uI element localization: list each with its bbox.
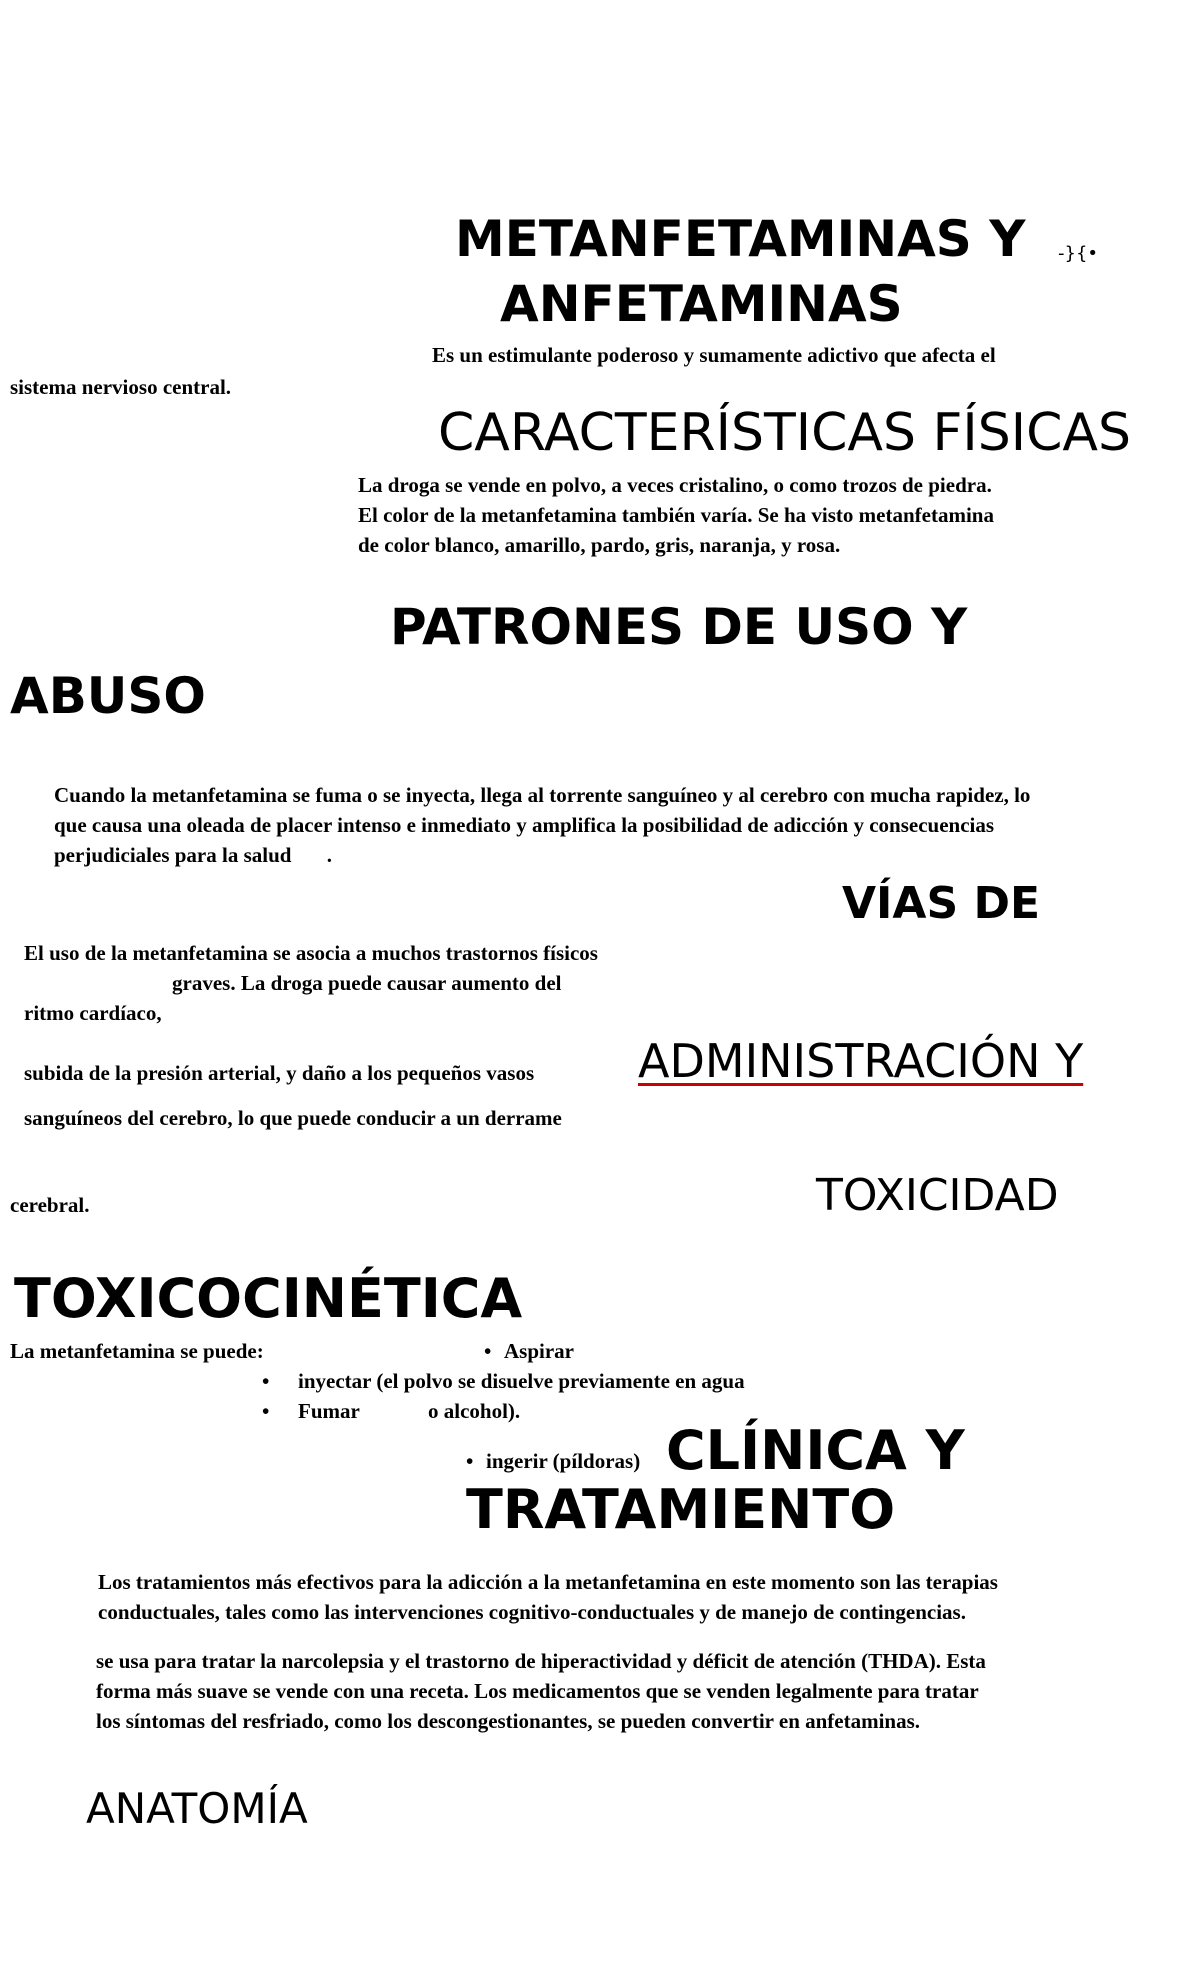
bullet-item-fumar [262, 1396, 360, 1426]
trastornos-line2: graves. La droga puede causar aumento del [172, 971, 562, 995]
bullet-item-ingerir [466, 1446, 640, 1476]
patrones-line: que causa una oleada de placer intenso e inmediato y amplifica la posibilidad de adicción y consecuencias [54, 813, 995, 837]
clinica-heading-line1: CLÍNICA Y [666, 1419, 965, 1482]
main-title-line2: ANFETAMINAS [500, 275, 903, 333]
patrones-heading-line2: ABUSO [10, 667, 206, 725]
bullet-icon: • [466, 1449, 474, 1473]
clinica-line: conductuales, tales como las intervenciones cognitivo-conductuales y de manejo de contingencias. [98, 1600, 966, 1624]
bullet-text: inyectar (el polvo se disuelve previamente en agua [298, 1369, 745, 1393]
toxicocinetica-intro: La metanfetamina se puede: [10, 1339, 264, 1363]
intro-line1: Es un estimulante poderoso y sumamente adictivo que afecta el [432, 343, 996, 367]
clinica-line: Los tratamientos más efectivos para la adicción a la metanfetamina en este momento son las terapias [98, 1570, 998, 1594]
caracteristicas-line: La droga se vende en polvo, a veces cristalino, o como trozos de piedra. [358, 473, 992, 497]
main-title-line1: METANFETAMINAS Y [455, 210, 1026, 268]
patrones-line-text: perjudiciales para la salud [54, 843, 292, 867]
caracteristicas-heading: CARACTERÍSTICAS FÍSICAS [438, 403, 1131, 463]
clinica-heading-line2: TRATAMIENTO [466, 1478, 896, 1541]
patrones-paragraph [54, 780, 1030, 870]
clinica-line: se usa para tratar la narcolepsia y el trastorno de hiperactividad y déficit de atención (THDA). Esta [96, 1649, 986, 1673]
patrones-line-period: . [326, 843, 332, 867]
patrones-line: Cuando la metanfetamina se fuma o se inyecta, llega al torrente sanguíneo y al cerebro con mucha rapidez, lo [54, 783, 1031, 807]
caracteristicas-line: de color blanco, amarillo, pardo, gris, naranja, y rosa. [358, 533, 841, 557]
caracteristicas-paragraph [358, 470, 994, 560]
vias-heading-line1: VÍAS DE [842, 878, 1041, 929]
trastornos-line3: ritmo cardíaco, [24, 1001, 162, 1025]
bullet-text: Aspirar [504, 1339, 574, 1363]
vias-heading-line3: TOXICIDAD [816, 1170, 1059, 1221]
bullet-item-inyectar [262, 1366, 745, 1396]
title-mark: -}{• [1058, 243, 1099, 264]
intro-line2: sistema nervioso central. [10, 375, 232, 399]
patrones-heading-line1: PATRONES DE USO Y [390, 598, 968, 656]
trastornos-line4: subida de la presión arterial, y daño a los pequeños vasos [24, 1061, 535, 1085]
clinica-paragraph-1 [98, 1567, 998, 1627]
bullet-text: Fumar [298, 1399, 360, 1423]
caracteristicas-line: El color de la metanfetamina también varía. Se ha visto metanfetamina [358, 503, 994, 527]
bullet-icon: • [262, 1369, 270, 1393]
trastornos-line5: sanguíneos del cerebro, lo que puede conducir a un derrame [24, 1106, 562, 1130]
vias-heading-line2 [638, 1034, 1083, 1088]
bullet-icon: • [262, 1399, 270, 1423]
bullet-text: ingerir (píldoras) [486, 1449, 641, 1473]
trastornos-line1: El uso de la metanfetamina se asocia a muchos trastornos físicos [24, 941, 598, 965]
clinica-line: los síntomas del resfriado, como los descongestionantes, se pueden convertir en anfetaminas. [96, 1709, 921, 1733]
bullet-continuation: o alcohol). [428, 1399, 521, 1423]
toxicocinetica-heading: TOXICOCINÉTICA [14, 1267, 523, 1330]
anatomia-heading: ANATOMÍA [86, 1784, 308, 1833]
spellcheck-underline: ADMINISTRACIÓN Y [638, 1034, 1084, 1088]
clinica-line: forma más suave se vende con una receta. Los medicamentos que se venden legalmente para tratar [96, 1679, 979, 1703]
clinica-paragraph-2 [96, 1646, 986, 1736]
bullet-item-aspirar [484, 1336, 574, 1366]
trastornos-line6: cerebral. [10, 1193, 90, 1217]
patrones-line [54, 840, 1030, 870]
bullet-icon: • [484, 1339, 492, 1363]
